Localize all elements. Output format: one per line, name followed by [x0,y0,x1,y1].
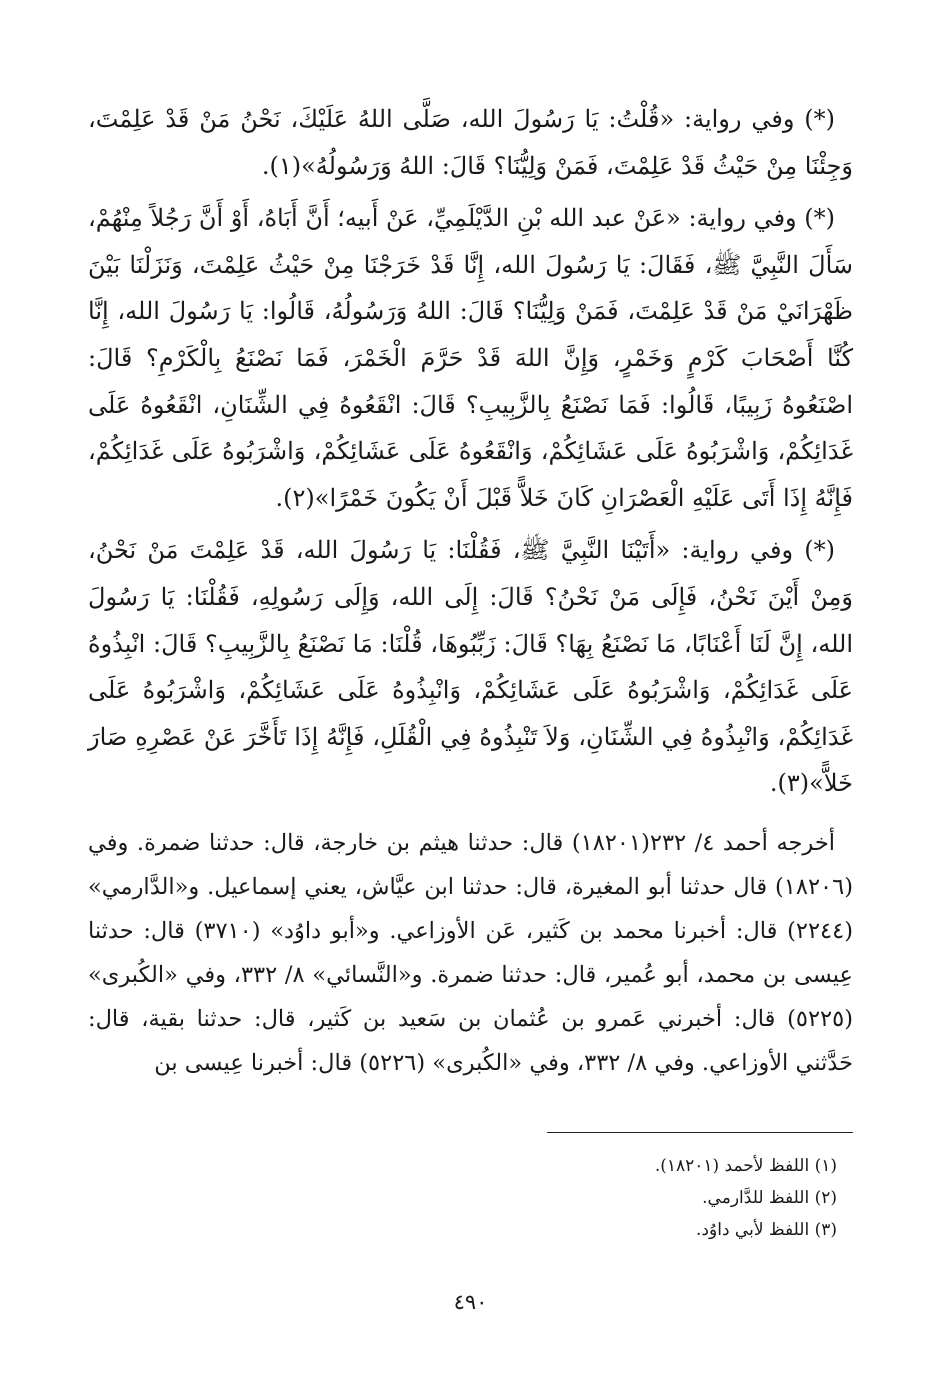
footnotes [88,1150,837,1246]
hadith-paragraph-2: (*) وفي رواية: «عَنْ عبد الله بْنِ الدَّيْلَمِيِّ، عَنْ أَبيه؛ أَنَّ أَبَاهُ، أَوْ أَنَّ رَجُلاً مِنْهُمْ، سَأَلَ النَّبِيَّ ﷺ، فَقَالَ: يَا رَسُولَ الله، إِنَّا قَدْ خَرَجْنَا مِنْ حَيْثُ عَلِمْتَ، وَنَزَلْنَا بَيْنَ ظَهْرَانَيْ مَنْ قَدْ عَلِمْتَ، فَمَنْ وَلِيُّنَا؟ قَالَ: اللهُ وَرَسُولُهُ، قَالُوا: يَا رَسُولَ الله، إِنَّا كُنَّا أَصْحَابَ كَرْمٍ وَخَمْرٍ، وَإِنَّ اللهَ قَدْ حَرَّمَ الْخَمْرَ، فَمَا نَصْنَعُ بِالْكَرْمِ؟ قَالَ: اصْنَعُوهُ زَبِيبًا، قَالُوا: فَمَا نَصْنَعُ بِالزَّبِيبِ؟ قَالَ: انْقَعُوهُ فِي الشِّنَانِ، انْقَعُوهُ عَلَى غَدَائِكُمْ، وَاشْرَبُوهُ عَلَى عَشَائِكُمْ، وَانْقَعُوهُ عَلَى عَشَائِكُمْ، وَاشْرَبُوهُ عَلَى غَدَائِكُمْ، فَإِنَّهُ إِذَا أَتَى عَلَيْهِ الْعَصْرَانِ كَانَ خَلاًّ قَبْلَ أَنْ يَكُونَ خَمْرًا»(٢). [88,204,853,512]
footnote-1: (١) اللفظ لأحمد (١٨٢٠١). [654,1156,837,1176]
footnote-2: (٢) اللفظ للدَّارمي. [702,1188,837,1208]
footnote-separator [547,1132,853,1133]
footnote-3: (٣) اللفظ لأبي داوُد. [696,1220,837,1240]
hadith-paragraph-3: (*) وفي رواية: «أَتَيْنَا النَّبِيَّ ﷺ، فَقُلْنَا: يَا رَسُولَ الله، قَدْ عَلِمْتَ مَنْ نَحْنُ، وَمِنْ أَيْنَ نَحْنُ، فَإِلَى مَنْ نَحْنُ؟ قَالَ: إِلَى الله، وَإِلَى رَسُولِهِ، فَقُلْنَا: يَا رَسُولَ الله، إِنَّ لَنَا أَعْنَابًا، مَا نَصْنَعُ بِهَا؟ قَالَ: زَبِّبُوهَا، قُلْنَا: مَا نَصْنَعُ بِالزَّبِيبِ؟ قَالَ: انْبِذُوهُ عَلَى غَدَائِكُمْ، وَاشْرَبُوهُ عَلَى عَشَائِكُمْ، وَانْبِذُوهُ عَلَى عَشَائِكُمْ، وَاشْرَبُوهُ عَلَى غَدَائِكُمْ، وَانْبِذُوهُ فِي الشِّنَانِ، وَلاَ تَنْبِذُوهُ فِي الْقُلَلِ، فَإِنَّهُ إِذَا تَأَخَّرَ عَنْ عَصْرِهِ صَارَ خَلاًّ»(٣). [88,536,853,798]
sources-paragraph: أخرجه أحمد ٤/ ٢٣٢(١٨٢٠١) قال: حدثنا هيثم بن خارجة، قال: حدثنا ضمرة. وفي (١٨٢٠٦) قال حدثنا أبو المغيرة، قال: حدثنا ابن عيَّاش، يعني إسماعيل. و«الدَّارمي» (٢٢٤٤) قال: أخبرنا محمد بن كَثير، عَن الأوزاعي. و«أبو داوُد» (٣٧١٠) قال: حدثنا عِيسى بن محمد، أبو عُمير، قال: حدثنا ضمرة. و«النَّسائي» ٨/ ٣٣٢، وفي «الكُبرى» (٥٢٢٥) قال: أخبرني عَمرو بن عُثمان بن سَعيد بن كَثير، قال: حدثنا بقية، قال: حَدَّثني الأوزاعي. وفي ٨/ ٣٣٢، وفي «الكُبرى» (٥٢٢٦) قال: أخبرنا عِيسى بن [88,829,853,1076]
page-number: ٤٩٠ [453,1290,488,1314]
hadith-paragraph-1: (*) وفي رواية: «قُلْتُ: يَا رَسُولَ الله، صَلَّى اللهُ عَلَيْكَ، نَحْنُ مَنْ قَدْ عَلِمْتَ، وَجِئْنَا مِنْ حَيْثُ قَدْ عَلِمْتَ، فَمَنْ وَلِيُّنَا؟ قَالَ: اللهُ وَرَسُولُهُ»(١). [88,105,853,180]
main-text [88,96,853,1091]
